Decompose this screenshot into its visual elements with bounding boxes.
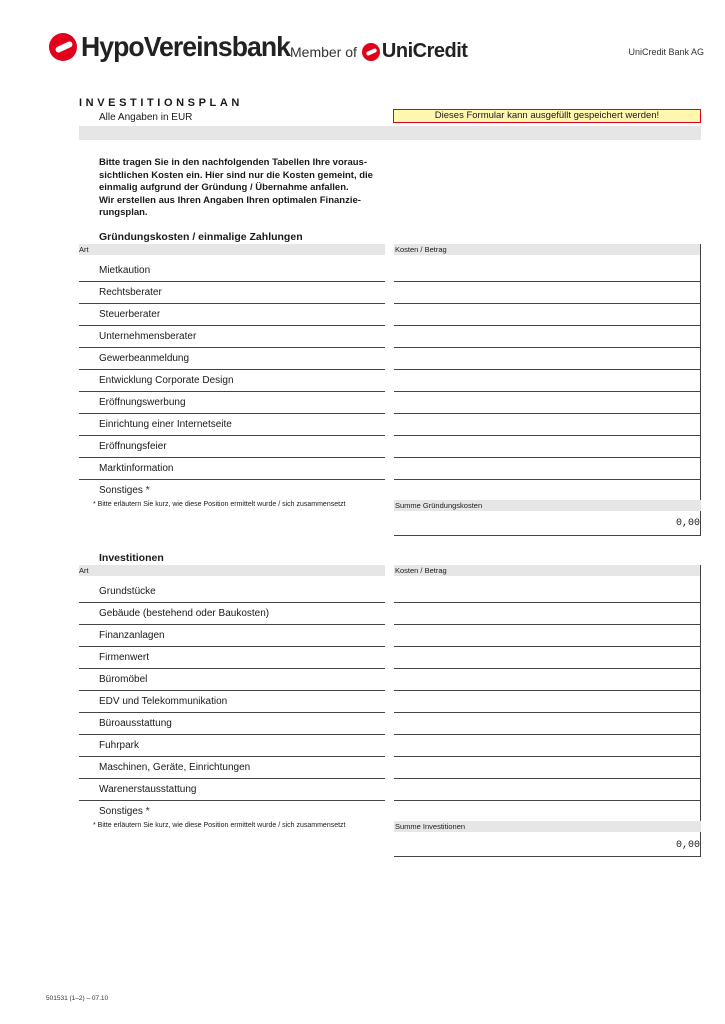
cost-field-underline [394, 668, 701, 669]
cost-field-underline [394, 303, 701, 304]
cost-input-field[interactable] [394, 329, 701, 347]
footnote: * Bitte erläutern Sie kurz, wie diese Position ermittelt wurde / sich zusammensetzt [93, 501, 346, 508]
cost-input-field[interactable] [394, 804, 701, 822]
cost-field-underline [394, 734, 701, 735]
row-divider [79, 413, 385, 414]
sum-underline [394, 856, 701, 857]
hvb-logo-icon [49, 33, 77, 61]
header-band [79, 126, 701, 140]
row-divider [79, 303, 385, 304]
cost-field-underline [394, 369, 701, 370]
table-row-label: Rechtsberater [99, 287, 162, 298]
cost-field-underline [394, 690, 701, 691]
cost-field-underline [394, 712, 701, 713]
cost-input-field[interactable] [394, 606, 701, 624]
unicredit-text: UniCredit [381, 40, 468, 62]
table-row-label: Warenerstausstattung [99, 784, 197, 795]
table-row-label: Büroausstattung [99, 718, 172, 729]
table-row-label: Mietkaution [99, 265, 151, 276]
table-row-label: Maschinen, Geräte, Einrichtungen [99, 762, 251, 773]
cost-input-field[interactable] [394, 760, 701, 778]
row-divider [79, 391, 385, 392]
table-row-label: Gebäude (bestehend oder Baukosten) [99, 608, 270, 619]
sum-label: Summe Gründungskosten [395, 501, 483, 510]
table-row-label: Unternehmensberater [99, 331, 197, 342]
cost-field-underline [394, 391, 701, 392]
cost-input-field[interactable] [394, 738, 701, 756]
table-row-label: Sonstiges * [99, 806, 150, 817]
sum-investitionen-field[interactable]: 0,00 [675, 840, 700, 851]
cost-input-field[interactable] [394, 307, 701, 325]
unicredit-member-logo [290, 40, 467, 63]
table-row-label: Büromöbel [99, 674, 148, 685]
cost-field-underline [394, 646, 701, 647]
cost-field-underline [394, 778, 701, 779]
table-row-label: EDV und Telekommunikation [99, 696, 228, 707]
cost-input-field[interactable] [394, 285, 701, 303]
sum-label-bar [394, 821, 701, 832]
cost-input-field[interactable] [394, 694, 701, 712]
cost-input-field[interactable] [394, 650, 701, 668]
column-header-cost: Kosten / Betrag [394, 244, 701, 255]
section-title-gruendungskosten: Gründungskosten / einmalige Zahlungen [99, 231, 303, 243]
cost-field-underline [394, 435, 701, 436]
bank-name: UniCredit Bank AG [628, 47, 704, 57]
cost-field-underline [394, 325, 701, 326]
cost-input-field[interactable] [394, 628, 701, 646]
currency-note: Alle Angaben in EUR [99, 112, 193, 123]
cost-field-underline [394, 756, 701, 757]
row-divider [79, 778, 385, 779]
unicredit-logo-icon [362, 43, 380, 61]
section-title-investitionen: Investitionen [99, 552, 164, 564]
table-row-label: Firmenwert [99, 652, 150, 663]
sum-underline [394, 535, 701, 536]
fill-notice: Dieses Formular kann ausgefüllt gespeichert werden! [393, 109, 701, 123]
table-row-label: Fuhrpark [99, 740, 140, 751]
sum-label-bar [394, 500, 701, 511]
table-row-label: Grundstücke [99, 586, 156, 597]
logo-text: HypoVereinsbank [81, 31, 290, 62]
row-divider [79, 457, 385, 458]
row-divider [79, 690, 385, 691]
row-divider [79, 668, 385, 669]
cost-input-field[interactable] [394, 373, 701, 391]
column-header-cost: Kosten / Betrag [394, 565, 701, 576]
cost-input-field[interactable] [394, 417, 701, 435]
table-row-label: Marktinformation [99, 463, 174, 474]
row-divider [79, 479, 385, 480]
row-divider [79, 325, 385, 326]
cost-input-field[interactable] [394, 672, 701, 690]
row-divider [79, 712, 385, 713]
table-row-label: Gewerbeanmeldung [99, 353, 190, 364]
cost-input-field[interactable] [394, 782, 701, 800]
member-of-text: Member of [290, 43, 357, 60]
row-divider [79, 347, 385, 348]
intro-text: Bitte tragen Sie in den nachfolgenden Tabellen Ihre voraus- sichtlichen Kosten ein. Hier sind nur die Kosten gemeint, die einmalig aufgrund der Gründung / Übernahme anfallen. Wir erstellen aus Ihren Angaben Ihren optimalen Finanzie- rungsplan. [99, 157, 373, 219]
column-header-art: Art [79, 565, 385, 576]
cost-field-underline [394, 413, 701, 414]
row-divider [79, 435, 385, 436]
form-id: 501531 (1–2) – 07.10 [46, 995, 109, 1002]
table-row-label: Entwicklung Corporate Design [99, 375, 234, 386]
table-row-label: Eröffnungswerbung [99, 397, 186, 408]
cost-field-underline [394, 281, 701, 282]
row-divider [79, 734, 385, 735]
form-title: INVESTITIONSPLAN [79, 97, 243, 109]
sum-label: Summe Investitionen [395, 822, 466, 831]
cost-field-underline [394, 624, 701, 625]
sum-gruendungskosten-field[interactable]: 0,00 [675, 518, 700, 529]
table-row-label: Sonstiges * [99, 485, 150, 496]
row-divider [79, 646, 385, 647]
cost-field-underline [394, 457, 701, 458]
cost-field-underline [394, 800, 701, 801]
row-divider [79, 756, 385, 757]
cost-field-underline [394, 347, 701, 348]
cost-input-field[interactable] [394, 351, 701, 369]
row-divider [79, 624, 385, 625]
cost-input-field[interactable] [394, 439, 701, 457]
row-divider [79, 369, 385, 370]
hypovereinsbank-logo [49, 30, 301, 64]
cost-field-underline [394, 602, 701, 603]
cost-input-field[interactable] [394, 483, 701, 501]
table-row-label: Eröffnungsfeier [99, 441, 167, 452]
table-row-label: Steuerberater [99, 309, 161, 320]
table-row-label: Einrichtung einer Internetseite [99, 419, 232, 430]
row-divider [79, 281, 385, 282]
cost-field-underline [394, 479, 701, 480]
cost-input-field[interactable] [394, 461, 701, 479]
row-divider [79, 800, 385, 801]
column-header-art: Art [79, 244, 385, 255]
cost-input-field[interactable] [394, 263, 701, 281]
cost-input-field[interactable] [394, 716, 701, 734]
row-divider [79, 602, 385, 603]
table-row-label: Finanzanlagen [99, 630, 165, 641]
cost-input-field[interactable] [394, 584, 701, 602]
footnote: * Bitte erläutern Sie kurz, wie diese Position ermittelt wurde / sich zusammensetzt [93, 822, 346, 829]
cost-input-field[interactable] [394, 395, 701, 413]
